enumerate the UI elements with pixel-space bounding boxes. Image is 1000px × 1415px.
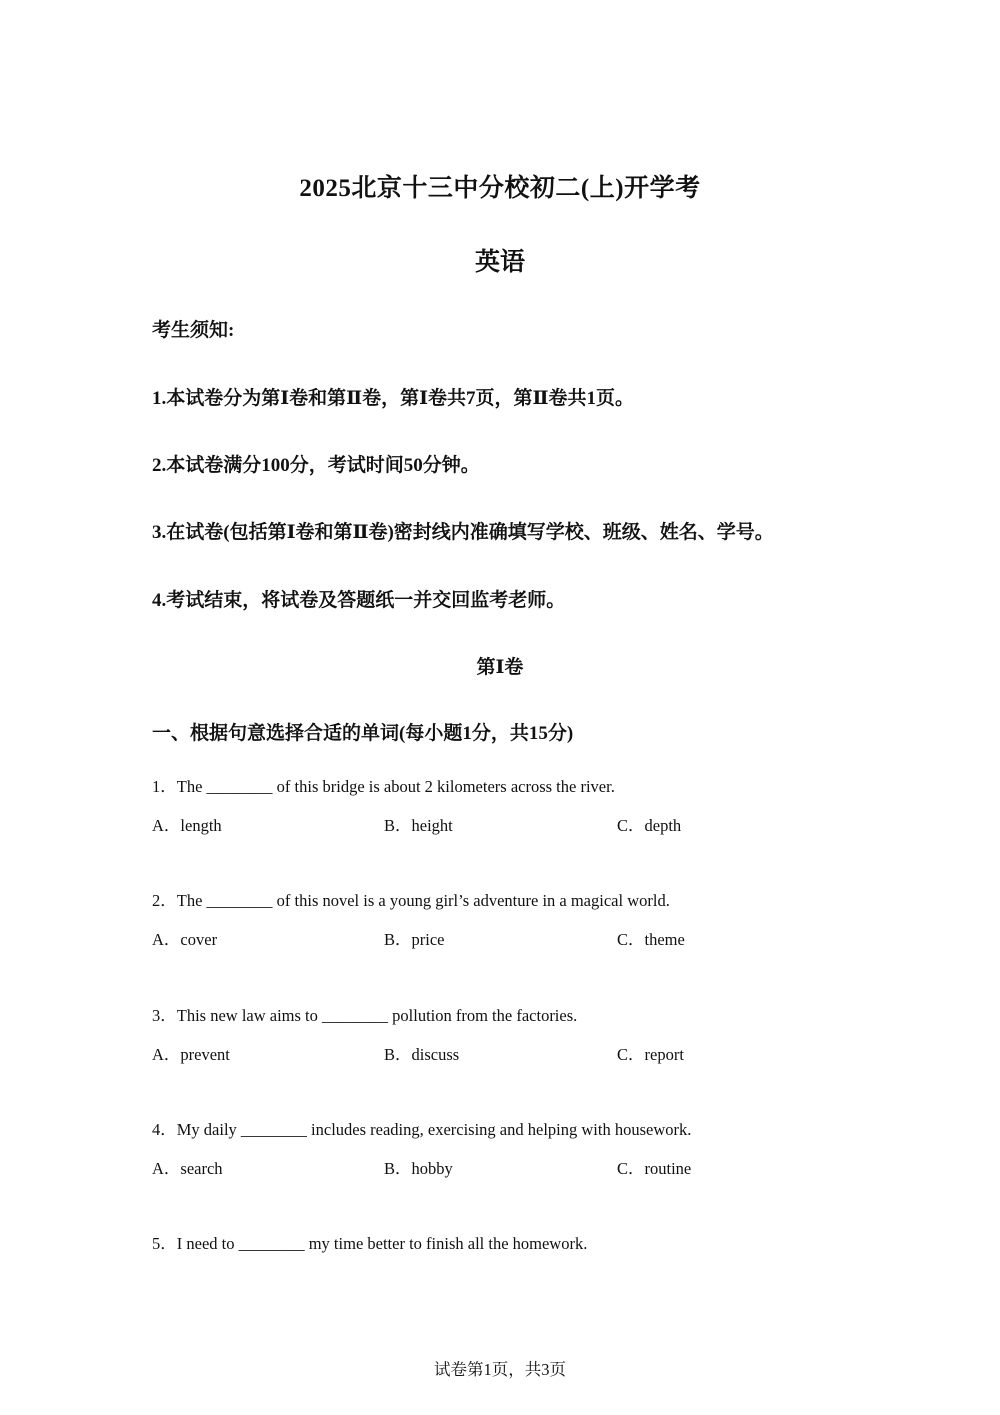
question-text: 1．The ________ of this bridge is about 2 kilometers across the river. <box>152 777 615 796</box>
option-a: A．search <box>152 1159 223 1178</box>
notice-item: 1.本试卷分为第Ⅰ卷和第Ⅱ卷，第Ⅰ卷共7页，第Ⅱ卷共1页。 <box>152 388 635 409</box>
notice-item: 4.考试结束，将试卷及答题纸一并交回监考老师。 <box>152 590 566 611</box>
part-title: 第Ⅰ卷 <box>476 657 524 678</box>
option-c: C．depth <box>617 816 682 835</box>
option-a: A．cover <box>152 930 218 949</box>
question-text: 4．My daily ________ includes reading, exercising and helping with housework. <box>152 1120 692 1139</box>
notice-heading: 考生须知: <box>152 320 235 341</box>
section-title: 一、根据句意选择合适的单词(每小题1分，共15分) <box>152 723 574 744</box>
option-a: A．prevent <box>152 1045 230 1064</box>
question-text: 5．I need to ________ my time better to finish all the homework. <box>152 1234 588 1253</box>
notice-item: 3.在试卷(包括第Ⅰ卷和第Ⅱ卷)密封线内准确填写学校、班级、姓名、学号。 <box>152 522 774 543</box>
question-text: 3．This new law aims to ________ pollution from the factories. <box>152 1006 578 1025</box>
notice-item: 2.本试卷满分100分，考试时间50分钟。 <box>152 455 480 476</box>
option-b: B．price <box>384 930 445 949</box>
question-options <box>152 1041 852 1063</box>
option-b: B．hobby <box>384 1159 453 1178</box>
question-options <box>152 812 852 834</box>
question-options <box>152 1155 852 1177</box>
question-options <box>152 926 852 948</box>
option-a: A．length <box>152 816 222 835</box>
option-c: C．report <box>617 1045 684 1064</box>
option-c: C．routine <box>617 1159 692 1178</box>
option-c: C．theme <box>617 930 685 949</box>
exam-title: 2025北京十三中分校初二(上)开学考 <box>299 175 701 202</box>
question-text: 2．The ________ of this novel is a young girl’s adventure in a magical world. <box>152 891 670 910</box>
option-b: B．height <box>384 816 453 835</box>
page-footer: 试卷第1页，共3页 <box>434 1360 566 1379</box>
option-b: B．discuss <box>384 1045 460 1064</box>
subject-title: 英语 <box>474 249 525 276</box>
